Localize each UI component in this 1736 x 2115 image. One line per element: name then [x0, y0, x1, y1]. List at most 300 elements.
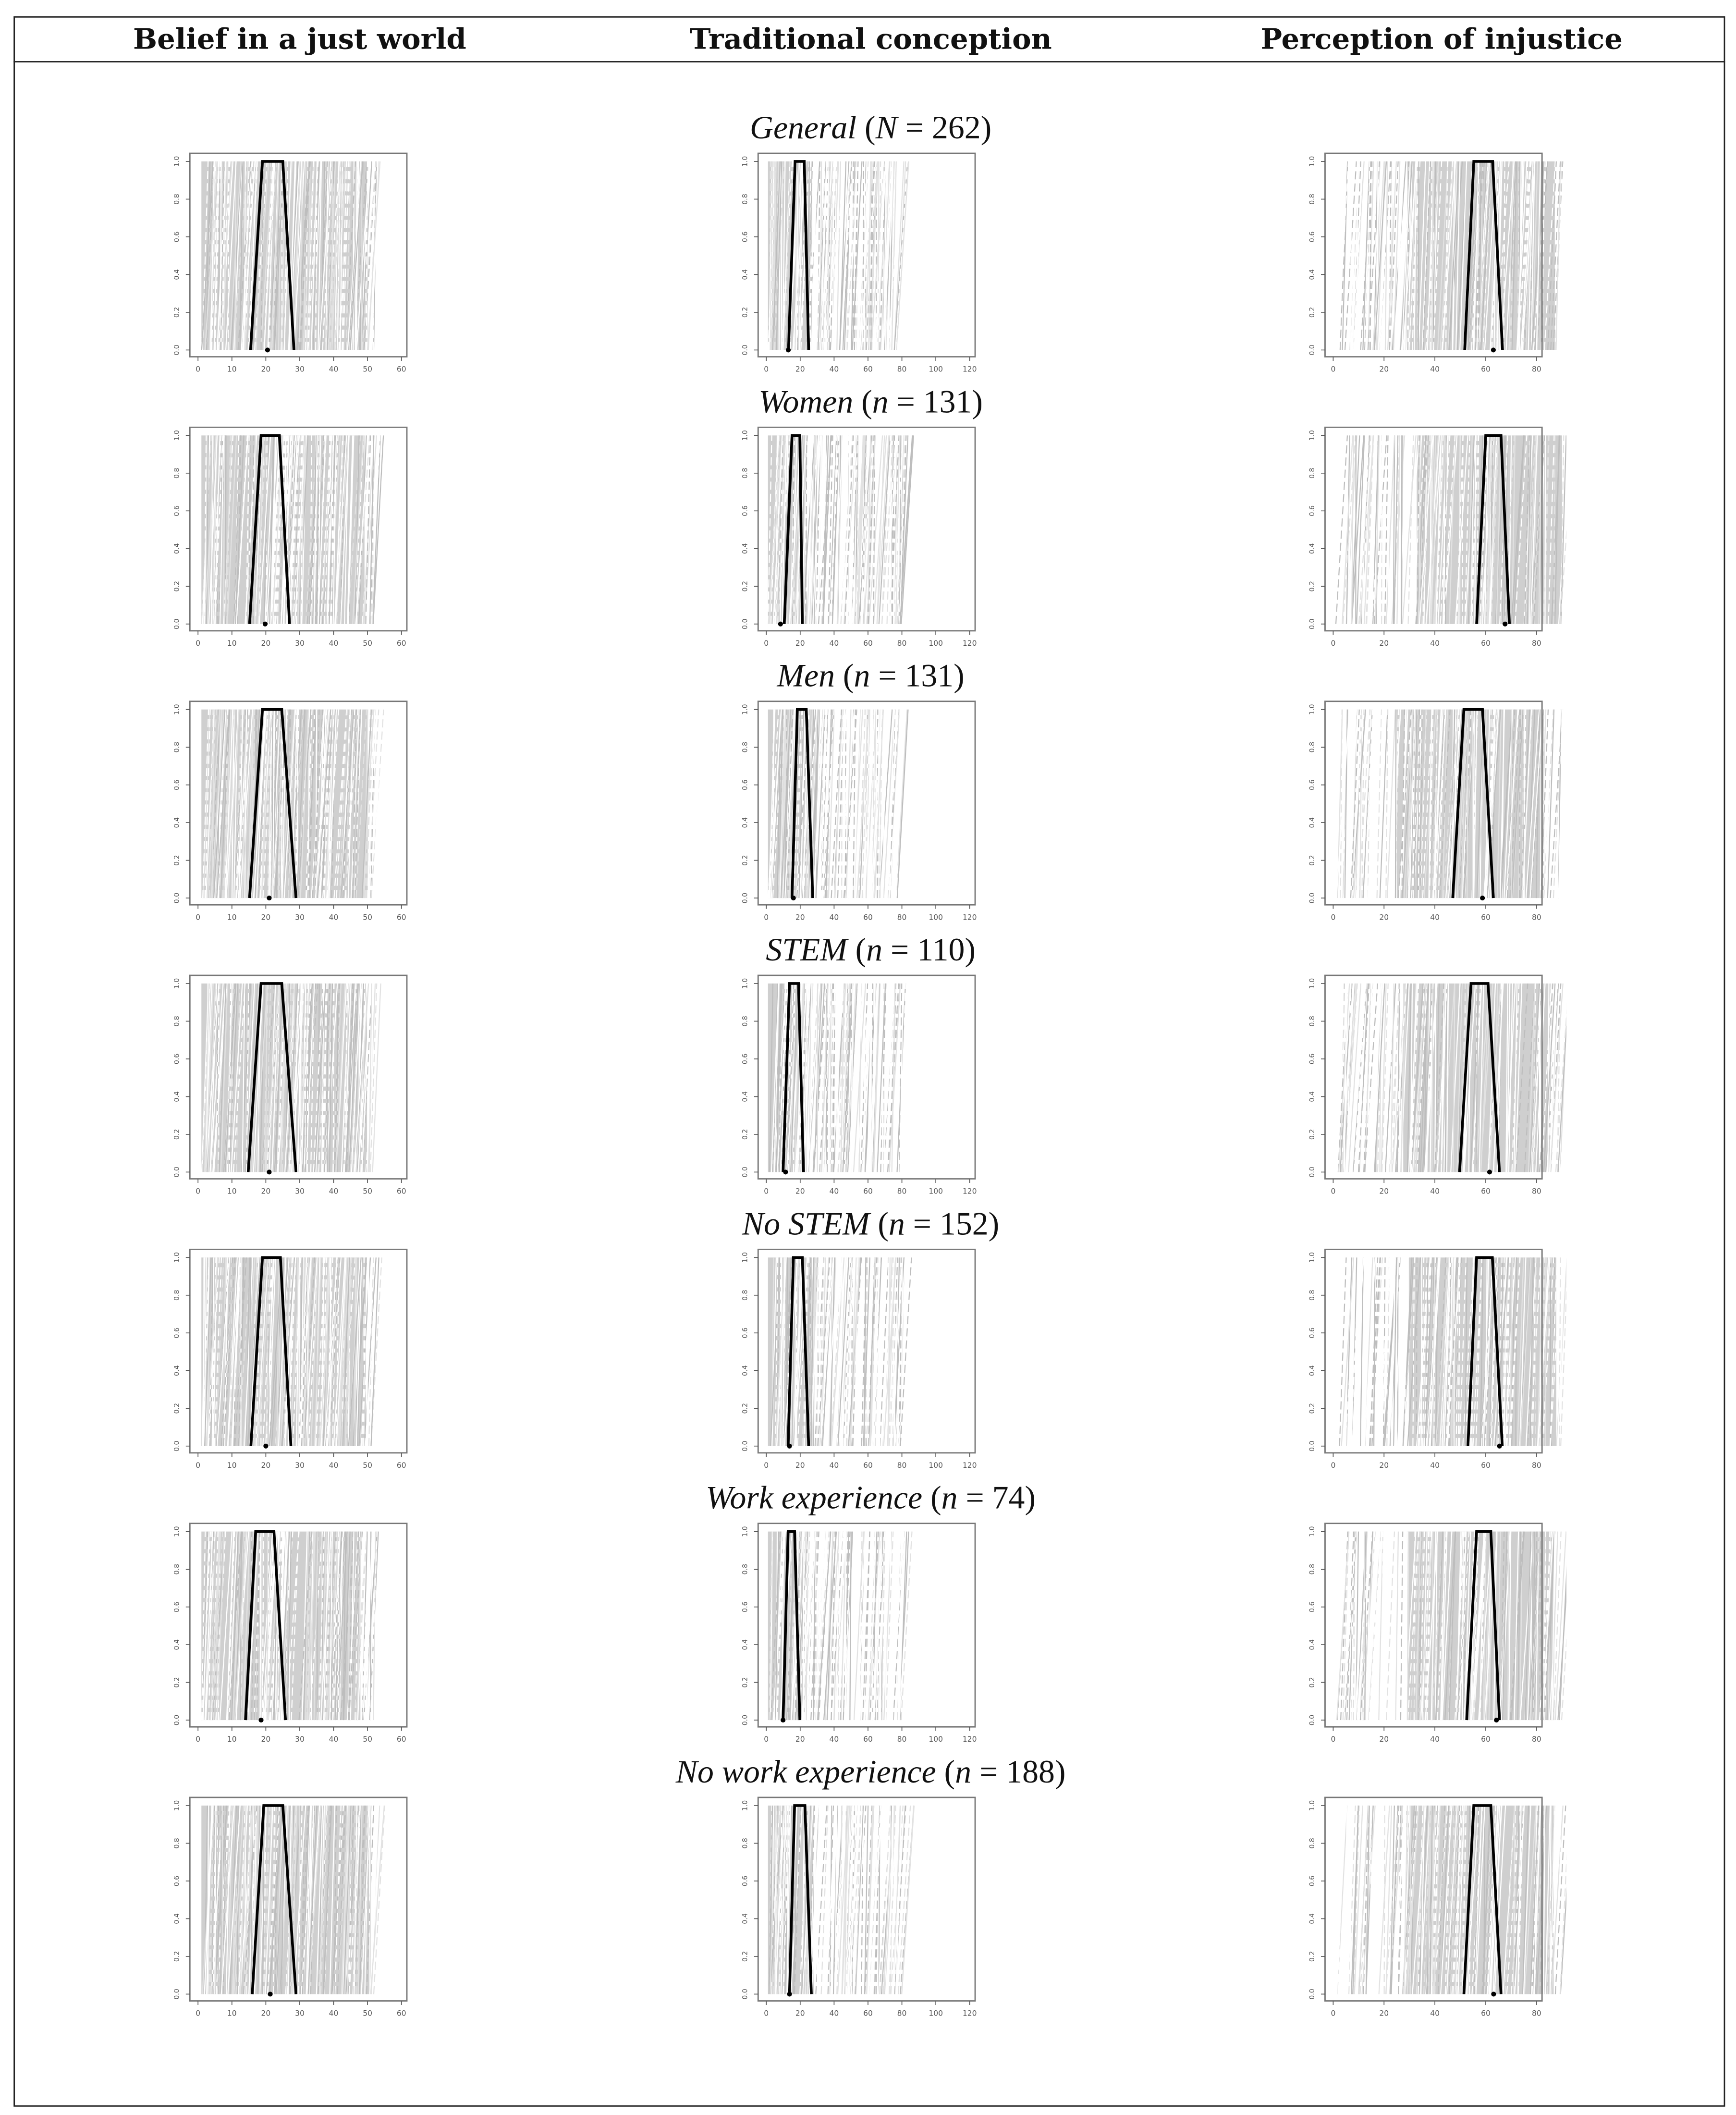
x-tick-label: 120	[962, 1461, 977, 1470]
y-tick-label: 0.2	[1308, 581, 1316, 592]
y-tick-label: 0.0	[1308, 1440, 1316, 1451]
x-tick-label: 120	[962, 913, 977, 922]
y-tick-label: 1.0	[173, 978, 181, 989]
fuzzy-number-plot	[160, 699, 431, 940]
x-tick-label: 60	[396, 913, 406, 922]
x-tick-label: 60	[396, 1461, 406, 1470]
x-tick-label: 0	[1331, 639, 1336, 648]
fuzzy-number-plot	[1295, 972, 1566, 1214]
fuzzy-number-plot	[728, 1521, 1000, 1762]
x-tick-label: 10	[227, 1461, 237, 1470]
y-tick-label: 0.2	[741, 1403, 749, 1414]
x-tick-label: 50	[363, 2009, 373, 2018]
group-label: STEM	[766, 933, 847, 969]
x-tick-label: 80	[897, 1187, 907, 1196]
aggregate-point	[786, 347, 791, 352]
individual-response-line	[1511, 710, 1512, 898]
x-tick-label: 20	[1379, 1187, 1389, 1196]
y-tick-label: 0.8	[1308, 194, 1316, 205]
x-tick-label: 40	[1430, 1187, 1440, 1196]
plot-area	[1308, 701, 1566, 922]
x-tick-label: 10	[227, 2009, 237, 2018]
x-tick-label: 60	[863, 365, 873, 374]
x-tick-label: 0	[1331, 1735, 1336, 1744]
y-tick-label: 0.4	[173, 1913, 181, 1924]
y-tick-label: 0.2	[173, 1129, 181, 1140]
y-tick-label: 0.2	[173, 1951, 181, 1962]
y-tick-label: 0.8	[173, 741, 181, 753]
y-tick-label: 0.4	[173, 1639, 181, 1650]
y-tick-label: 0.0	[741, 1714, 749, 1726]
y-tick-label: 0.4	[1308, 269, 1316, 280]
y-tick-label: 0.6	[1308, 1601, 1316, 1612]
x-tick-label: 0	[196, 365, 201, 374]
y-tick-label: 1.0	[173, 1526, 181, 1537]
x-tick-label: 40	[329, 365, 339, 374]
x-tick-label: 60	[863, 913, 873, 922]
y-tick-label: 0.0	[1308, 344, 1316, 356]
plot-area	[742, 975, 977, 1196]
y-tick-label: 0.0	[741, 618, 749, 629]
plot-area	[173, 427, 407, 648]
y-tick-label: 1.0	[173, 156, 181, 167]
fuzzy-number-plot	[728, 1795, 1000, 2036]
y-tick-label: 0.2	[741, 581, 749, 592]
x-tick-label: 50	[363, 639, 373, 648]
x-tick-label: 40	[829, 2009, 839, 2018]
aggregate-point	[268, 1992, 272, 1996]
y-tick-label: 0.2	[741, 855, 749, 866]
y-tick-label: 1.0	[741, 1526, 749, 1537]
x-tick-label: 30	[295, 913, 305, 922]
plot-area	[742, 153, 977, 374]
y-tick-label: 0.4	[741, 543, 749, 554]
x-tick-label: 20	[795, 639, 805, 648]
aggregate-point	[1487, 1169, 1492, 1174]
individual-response-line	[875, 710, 876, 898]
y-tick-label: 1.0	[173, 430, 181, 441]
y-tick-label: 0.4	[741, 1639, 749, 1650]
n-symbol: n	[866, 933, 883, 969]
y-tick-label: 0.6	[173, 505, 181, 516]
y-tick-label: 1.0	[1308, 1252, 1316, 1263]
y-tick-label: 0.2	[173, 1677, 181, 1688]
group-n: = 131)	[888, 385, 983, 421]
x-tick-label: 0	[1331, 1187, 1336, 1196]
x-tick-label: 20	[1379, 1735, 1389, 1744]
x-tick-label: 40	[829, 1735, 839, 1744]
x-tick-label: 80	[1532, 1187, 1541, 1196]
y-tick-label: 0.8	[173, 467, 181, 479]
y-tick-label: 0.0	[173, 1167, 181, 1178]
x-tick-label: 10	[227, 365, 237, 374]
y-tick-label: 0.8	[173, 194, 181, 205]
individual-response-line	[373, 1806, 380, 1994]
x-tick-label: 20	[795, 1735, 805, 1744]
x-tick-label: 20	[1379, 2009, 1389, 2018]
y-tick-label: 0.6	[173, 1601, 181, 1612]
x-tick-label: 40	[329, 639, 339, 648]
y-tick-label: 0.8	[741, 467, 749, 479]
x-tick-label: 40	[1430, 365, 1440, 374]
paren: (	[847, 933, 867, 969]
group-label: Work experience	[706, 1481, 923, 1517]
y-tick-label: 0.0	[173, 1440, 181, 1451]
aggregate-point	[787, 1444, 792, 1449]
y-tick-label: 0.0	[173, 618, 181, 629]
y-tick-label: 0.6	[741, 1053, 749, 1065]
x-tick-label: 50	[363, 913, 373, 922]
fuzzy-number-plot	[728, 150, 1000, 392]
x-tick-label: 60	[1481, 365, 1491, 374]
group-label: Women	[758, 385, 854, 421]
y-tick-label: 0.4	[1308, 1913, 1316, 1924]
y-tick-label: 0.0	[741, 1989, 749, 2000]
fuzzy-number-plot	[160, 1521, 431, 1762]
group-title	[464, 1481, 1278, 1518]
y-tick-label: 0.6	[173, 779, 181, 790]
plot-area	[173, 153, 407, 374]
group-n: = 262)	[897, 111, 992, 147]
fuzzy-number-plot	[728, 425, 1000, 666]
column-header-belief-just-world: Belief in a just world	[133, 22, 466, 56]
y-tick-label: 0.6	[1308, 1053, 1316, 1065]
fuzzy-number-plot	[1295, 1795, 1566, 2036]
fuzzy-number-plot	[160, 1247, 431, 1488]
y-tick-label: 1.0	[741, 430, 749, 441]
x-tick-label: 80	[1532, 639, 1541, 648]
individual-response-line	[1545, 435, 1546, 624]
x-tick-label: 40	[829, 639, 839, 648]
aggregate-point	[263, 1444, 268, 1449]
y-tick-label: 0.0	[1308, 1989, 1316, 2000]
y-tick-label: 0.6	[1308, 1875, 1316, 1887]
y-tick-label: 0.4	[173, 817, 181, 828]
x-tick-label: 40	[1430, 913, 1440, 922]
y-tick-label: 0.0	[1308, 1714, 1316, 1726]
header-divider	[13, 61, 1725, 62]
y-tick-label: 0.6	[741, 1328, 749, 1339]
y-tick-label: 1.0	[1308, 1800, 1316, 1811]
y-tick-label: 0.4	[1308, 817, 1316, 828]
aggregate-point	[265, 347, 270, 352]
y-tick-label: 0.4	[1308, 543, 1316, 554]
x-tick-label: 60	[396, 2009, 406, 2018]
fuzzy-number-plot	[728, 699, 1000, 940]
n-symbol: n	[888, 1207, 905, 1243]
y-tick-label: 0.0	[741, 344, 749, 356]
group-label: Men	[777, 659, 835, 695]
y-tick-label: 0.0	[1308, 892, 1316, 904]
group-title	[464, 659, 1278, 696]
y-tick-label: 0.0	[741, 892, 749, 904]
plot-area	[173, 701, 407, 922]
fuzzy-number-plot	[1295, 150, 1566, 392]
x-tick-label: 20	[795, 365, 805, 374]
x-tick-label: 40	[329, 1461, 339, 1470]
plot-area	[173, 1797, 407, 2018]
aggregate-point	[781, 1718, 785, 1722]
y-tick-label: 0.6	[1308, 779, 1316, 790]
group-n: = 110)	[882, 933, 976, 969]
group-title	[464, 111, 1278, 148]
plot-area	[173, 975, 407, 1196]
y-tick-label: 0.8	[1308, 1016, 1316, 1027]
x-tick-label: 60	[863, 1461, 873, 1470]
x-tick-label: 60	[863, 2009, 873, 2018]
x-tick-label: 20	[1379, 913, 1389, 922]
x-tick-label: 120	[962, 365, 977, 374]
x-tick-label: 30	[295, 639, 305, 648]
x-tick-label: 20	[261, 1735, 271, 1744]
x-tick-label: 80	[897, 365, 907, 374]
x-tick-label: 20	[261, 639, 271, 648]
y-tick-label: 0.6	[173, 1053, 181, 1065]
x-tick-label: 80	[1532, 2009, 1541, 2018]
group-title	[464, 1207, 1278, 1244]
x-tick-label: 60	[396, 1735, 406, 1744]
x-tick-label: 60	[1481, 1461, 1491, 1470]
fuzzy-number-plot	[728, 972, 1000, 1214]
x-tick-label: 80	[1532, 365, 1541, 374]
x-tick-label: 80	[1532, 913, 1541, 922]
y-tick-label: 0.4	[1308, 1639, 1316, 1650]
y-tick-label: 0.6	[741, 505, 749, 516]
individual-response-line	[1350, 1806, 1352, 1994]
y-tick-label: 1.0	[1308, 704, 1316, 715]
x-tick-label: 60	[863, 1735, 873, 1744]
individual-response-line	[1337, 1806, 1346, 1994]
x-tick-label: 80	[1532, 1735, 1541, 1744]
y-tick-label: 0.8	[173, 1290, 181, 1301]
y-tick-label: 0.8	[741, 194, 749, 205]
x-tick-label: 120	[962, 2009, 977, 2018]
y-tick-label: 0.0	[173, 892, 181, 904]
y-tick-label: 0.6	[1308, 231, 1316, 243]
y-tick-label: 0.6	[173, 1875, 181, 1887]
x-tick-label: 80	[897, 2009, 907, 2018]
y-tick-label: 1.0	[1308, 430, 1316, 441]
plot-area	[742, 1797, 977, 2018]
group-title	[464, 385, 1278, 422]
group-n: = 152)	[905, 1207, 1000, 1243]
x-tick-label: 20	[795, 2009, 805, 2018]
plot-area	[1308, 1797, 1566, 2018]
x-tick-label: 100	[929, 2009, 943, 2018]
x-tick-label: 20	[261, 1187, 271, 1196]
y-tick-label: 0.2	[1308, 855, 1316, 866]
y-tick-label: 0.6	[173, 1328, 181, 1339]
y-tick-label: 0.4	[173, 1365, 181, 1376]
y-tick-label: 1.0	[741, 156, 749, 167]
y-tick-label: 0.2	[1308, 1403, 1316, 1414]
individual-response-line	[1337, 1532, 1349, 1720]
y-tick-label: 0.0	[1308, 618, 1316, 629]
y-tick-label: 1.0	[741, 704, 749, 715]
x-tick-label: 50	[363, 365, 373, 374]
x-tick-label: 20	[795, 1187, 805, 1196]
aggregate-point	[787, 1992, 792, 1996]
x-tick-label: 60	[396, 639, 406, 648]
fuzzy-number-plot	[1295, 699, 1566, 940]
x-tick-label: 100	[929, 913, 943, 922]
x-tick-label: 40	[329, 1187, 339, 1196]
n-symbol: n	[854, 659, 870, 695]
column-header-traditional-conception: Traditional conception	[689, 22, 1052, 56]
y-tick-label: 0.2	[1308, 1677, 1316, 1688]
x-tick-label: 80	[897, 639, 907, 648]
y-tick-label: 0.2	[1308, 307, 1316, 318]
x-tick-label: 10	[227, 1187, 237, 1196]
x-tick-label: 80	[897, 913, 907, 922]
y-tick-label: 0.4	[173, 269, 181, 280]
y-tick-label: 0.2	[741, 1951, 749, 1962]
group-title	[464, 933, 1278, 970]
fuzzy-number-plot	[160, 1795, 431, 2036]
x-tick-label: 60	[1481, 1735, 1491, 1744]
x-tick-label: 0	[196, 1461, 201, 1470]
y-tick-label: 0.2	[741, 307, 749, 318]
column-header-perception-injustice: Perception of injustice	[1260, 22, 1623, 56]
x-tick-label: 100	[929, 639, 943, 648]
n-symbol: n	[941, 1481, 958, 1517]
aggregate-point	[1503, 622, 1507, 627]
y-tick-label: 0.8	[1308, 1563, 1316, 1575]
x-tick-label: 0	[196, 913, 201, 922]
fuzzy-number-plot	[1295, 425, 1566, 666]
x-tick-label: 50	[363, 1735, 373, 1744]
y-tick-label: 0.2	[173, 855, 181, 866]
x-tick-label: 0	[196, 1187, 201, 1196]
y-tick-label: 1.0	[1308, 156, 1316, 167]
y-tick-label: 0.4	[741, 1365, 749, 1376]
x-tick-label: 20	[1379, 1461, 1389, 1470]
x-tick-label: 40	[829, 1461, 839, 1470]
x-tick-label: 40	[829, 1187, 839, 1196]
y-tick-label: 0.8	[173, 1838, 181, 1849]
aggregate-point	[258, 1718, 263, 1722]
x-tick-label: 60	[1481, 639, 1491, 648]
y-tick-label: 0.4	[741, 1913, 749, 1924]
x-tick-label: 120	[962, 1187, 977, 1196]
individual-response-line	[803, 1532, 804, 1720]
x-tick-label: 60	[396, 365, 406, 374]
plot-area	[173, 1249, 407, 1470]
x-tick-label: 0	[764, 1187, 769, 1196]
aggregate-point	[778, 622, 783, 627]
y-tick-label: 1.0	[741, 978, 749, 989]
y-tick-label: 0.6	[1308, 1328, 1316, 1339]
x-tick-label: 60	[1481, 2009, 1491, 2018]
x-tick-label: 30	[295, 365, 305, 374]
group-label: No work experience	[675, 1755, 936, 1791]
y-tick-label: 0.8	[1308, 467, 1316, 479]
group-label: No STEM	[742, 1207, 870, 1243]
paren: (	[853, 385, 872, 421]
x-tick-label: 10	[227, 913, 237, 922]
individual-response-line	[882, 984, 883, 1172]
x-tick-label: 30	[295, 1461, 305, 1470]
x-tick-label: 40	[1430, 1735, 1440, 1744]
paren: (	[869, 1207, 889, 1243]
x-tick-label: 60	[1481, 1187, 1491, 1196]
y-tick-label: 0.6	[1308, 505, 1316, 516]
x-tick-label: 100	[929, 365, 943, 374]
y-tick-label: 0.2	[173, 1403, 181, 1414]
x-tick-label: 120	[962, 1735, 977, 1744]
individual-response-line	[1388, 435, 1389, 624]
x-tick-label: 30	[295, 1187, 305, 1196]
plot-area	[742, 1524, 977, 1744]
aggregate-point	[783, 1169, 788, 1174]
plot-area	[173, 1524, 407, 1744]
x-tick-label: 20	[1379, 639, 1389, 648]
x-tick-label: 0	[196, 2009, 201, 2018]
paren: (	[936, 1755, 955, 1791]
y-tick-label: 0.0	[173, 344, 181, 356]
x-tick-label: 0	[764, 2009, 769, 2018]
y-tick-label: 0.8	[1308, 741, 1316, 753]
x-tick-label: 0	[196, 639, 201, 648]
y-tick-label: 1.0	[1308, 978, 1316, 989]
fuzzy-number-plot	[1295, 1247, 1566, 1488]
x-tick-label: 60	[1481, 913, 1491, 922]
x-tick-label: 0	[1331, 1461, 1336, 1470]
y-tick-label: 0.6	[173, 231, 181, 243]
x-tick-label: 60	[396, 1187, 406, 1196]
aggregate-point	[1491, 347, 1496, 352]
individual-response-line	[1418, 161, 1419, 350]
x-tick-label: 80	[897, 1461, 907, 1470]
plot-area	[1308, 1249, 1566, 1470]
individual-response-line	[787, 1806, 788, 1994]
x-tick-label: 20	[261, 1461, 271, 1470]
y-tick-label: 0.8	[173, 1563, 181, 1575]
x-tick-label: 20	[261, 365, 271, 374]
x-tick-label: 0	[764, 913, 769, 922]
fuzzy-number-plot	[160, 972, 431, 1214]
fuzzy-number-plot	[160, 425, 431, 666]
fuzzy-number-plot	[160, 150, 431, 392]
fuzzy-number-plot	[1295, 1521, 1566, 1762]
y-tick-label: 1.0	[173, 1252, 181, 1263]
individual-response-line	[1377, 161, 1378, 350]
plot-area	[1308, 1524, 1566, 1744]
y-tick-label: 0.8	[1308, 1838, 1316, 1849]
y-tick-label: 1.0	[173, 704, 181, 715]
plot-area	[742, 1249, 977, 1470]
x-tick-label: 100	[929, 1187, 943, 1196]
x-tick-label: 20	[261, 2009, 271, 2018]
fuzzy-number-plot	[728, 1247, 1000, 1488]
x-tick-label: 80	[1532, 1461, 1541, 1470]
y-tick-label: 1.0	[1308, 1526, 1316, 1537]
group-title	[464, 1755, 1278, 1792]
x-tick-label: 40	[829, 913, 839, 922]
y-tick-label: 0.2	[1308, 1129, 1316, 1140]
individual-response-line	[845, 1532, 846, 1720]
aggregate-point	[263, 622, 268, 627]
x-tick-label: 80	[897, 1735, 907, 1744]
x-tick-label: 20	[795, 913, 805, 922]
y-tick-label: 0.6	[741, 1875, 749, 1887]
y-tick-label: 0.8	[741, 741, 749, 753]
y-tick-label: 0.8	[1308, 1290, 1316, 1301]
x-tick-label: 0	[1331, 913, 1336, 922]
paren: (	[922, 1481, 941, 1517]
y-tick-label: 0.4	[741, 817, 749, 828]
group-n: = 74)	[957, 1481, 1036, 1517]
